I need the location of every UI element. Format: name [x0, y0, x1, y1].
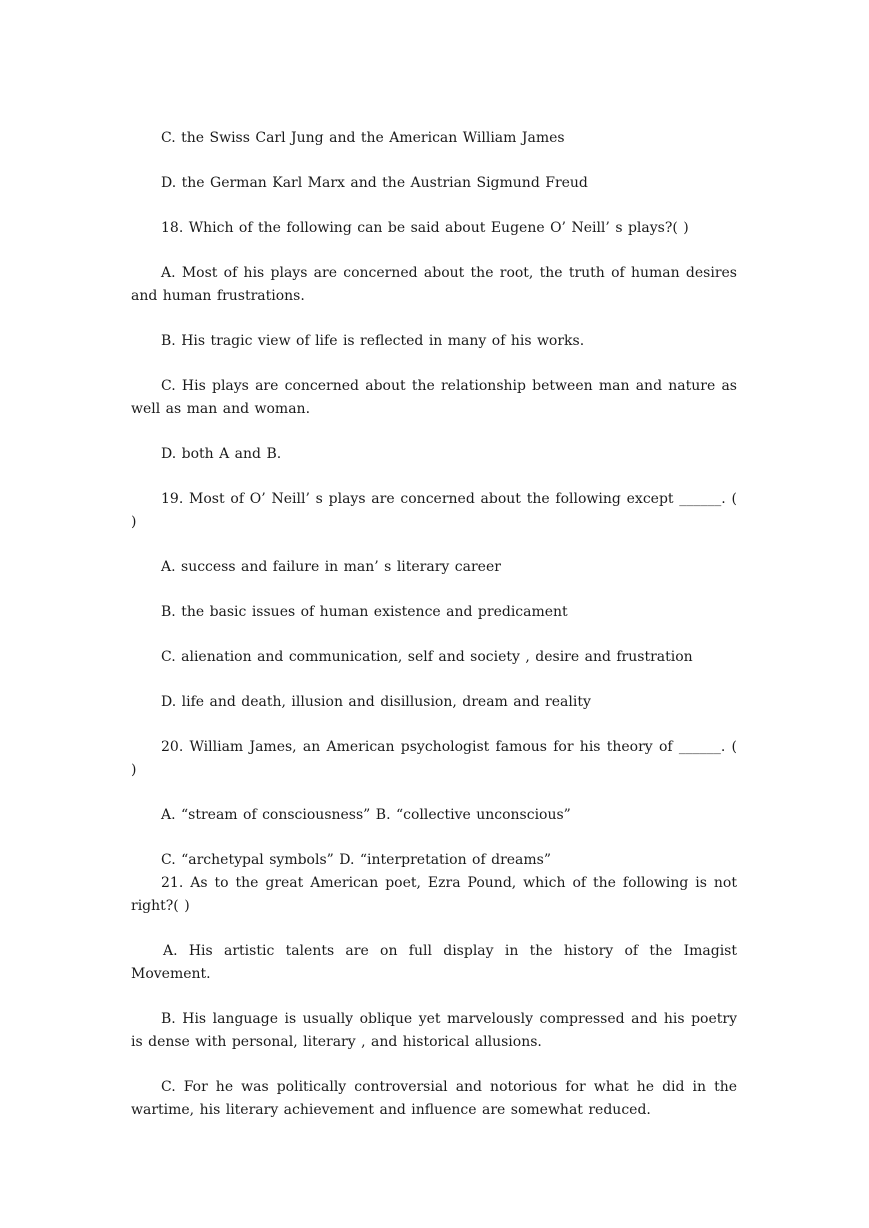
option-b-q19: B. the basic issues of human existence and predicament: [161, 604, 568, 620]
option-c-q21: C. For he was politically controversial and notorious for what he did in the wartime, his literary achievement and influence are somewhat reduced.: [131, 1079, 737, 1118]
option-d-q19: D. life and death, illusion and disillusion, dream and reality: [161, 694, 591, 710]
question-18: 18. Which of the following can be said about Eugene O’ Neill’ s plays?( ): [161, 220, 689, 236]
options-cd-q20: C. “archetypal symbols” D. “interpretation of dreams”: [161, 852, 552, 868]
option-b-q21: B. His language is usually oblique yet marvelously compressed and his poetry is dense with personal, literary , and historical allusions.: [131, 1011, 737, 1050]
option-d-q18: D. both A and B.: [161, 446, 282, 462]
option-a-q21: A. His artistic talents are on full display in the history of the Imagist Movement.: [131, 943, 737, 982]
options-ab-q20: A. “stream of consciousness” B. “collective unconscious”: [161, 807, 571, 823]
option-c-q19: C. alienation and communication, self and society , desire and frustration: [161, 649, 693, 665]
question-19: 19. Most of O’ Neill’ s plays are concerned about the following except ______. ( ): [131, 491, 737, 530]
question-21: 21. As to the great American poet, Ezra Pound, which of the following is not right?( ): [131, 875, 737, 914]
question-20: 20. William James, an American psychologist famous for his theory of ______. ( ): [131, 739, 737, 778]
option-a-q18: A. Most of his plays are concerned about the root, the truth of human desires and human frustrations.: [131, 265, 737, 304]
option-b-q18: B. His tragic view of life is reflected in many of his works.: [161, 333, 585, 349]
option-c-q17: C. the Swiss Carl Jung and the American William James: [161, 130, 565, 146]
option-a-q19: A. success and failure in man’ s literary career: [161, 559, 501, 575]
document-page: [131, 127, 737, 1144]
option-d-q17: D. the German Karl Marx and the Austrian Sigmund Freud: [161, 175, 588, 191]
option-c-q18: C. His plays are concerned about the relationship between man and nature as well as man and woman.: [131, 378, 737, 417]
